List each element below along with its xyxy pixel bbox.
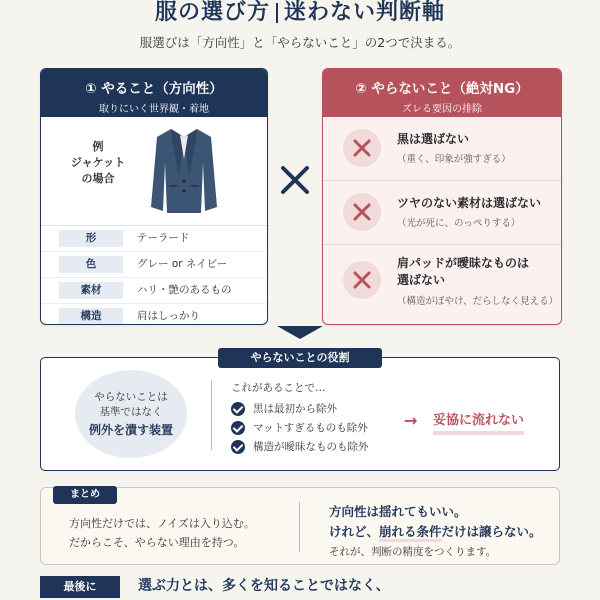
- title-left: 服の選び方: [154, 0, 270, 25]
- attribute-row: [41, 304, 267, 325]
- attribute-value: グレー or ネイビー: [137, 258, 228, 270]
- summary-right-2a: けれど、: [329, 524, 380, 539]
- attribute-row: [41, 278, 267, 304]
- attribute-row: [41, 226, 267, 252]
- do-card-title: ① やること（方向性）: [85, 81, 223, 97]
- do-card-header: [41, 69, 267, 117]
- ng-item-sub: （光が死に、のっぺりする）: [397, 218, 521, 229]
- summary-left-line-1: 方向性だけでは、ノイズは入り込む。: [69, 517, 255, 530]
- summary-right-line-3: それが、判断の精度をつくります。: [329, 546, 497, 558]
- attribute-key: 構造: [59, 308, 123, 325]
- summary-left-line-2: だからこそ、やらない理由を持つ。: [69, 536, 245, 549]
- check-text: 黒は最初から除外: [253, 403, 337, 415]
- role-tag: やらないことの役割: [218, 348, 382, 368]
- ng-item-main: 黒は選ばない: [397, 132, 470, 146]
- down-arrow-icon: [277, 326, 323, 339]
- cross-icon: [343, 193, 381, 231]
- ng-item-main: [397, 255, 529, 289]
- cross-icon: [343, 261, 381, 299]
- example-area: [41, 117, 267, 226]
- check-icon: [231, 421, 245, 435]
- final-text: 選ぶ力とは、多くを知ることではなく、: [138, 578, 390, 594]
- title-separator: [276, 3, 278, 23]
- check-item: [231, 420, 368, 436]
- title-right: 迷わない判断軸: [284, 0, 446, 25]
- summary-tag: まとめ: [53, 486, 117, 504]
- ng-item-main-line-1: 肩パッドが曖昧なものは: [397, 256, 530, 270]
- attribute-key: 素材: [59, 282, 123, 299]
- role-circle: [75, 370, 187, 458]
- summary-box: [40, 487, 560, 565]
- summary-left: [69, 514, 255, 552]
- attribute-value: ハリ・艶のあるもの: [137, 284, 232, 296]
- ng-item: [323, 245, 561, 321]
- check-item: [231, 439, 369, 455]
- example-label-line-3: の場合: [81, 172, 115, 185]
- summary-right-line-2: [329, 522, 542, 540]
- role-circle-line-3: 例外を潰す装置: [88, 423, 173, 437]
- role-lead: これがあることで…: [231, 382, 326, 394]
- example-label: [63, 139, 133, 187]
- example-label-line-2: ジャケット: [70, 156, 126, 169]
- jacket-icon: [149, 123, 219, 217]
- check-icon: [231, 402, 245, 416]
- final-tag: 最後に: [40, 576, 120, 598]
- example-label-line-1: 例: [92, 140, 104, 153]
- check-item: [231, 401, 337, 417]
- attribute-key: 形: [59, 230, 123, 247]
- page-subtitle: 服選びは「方向性」と「やらないこと」の2つで決まる。: [139, 35, 461, 50]
- right-arrow-icon: →: [404, 411, 418, 430]
- role-circle-line-2: 基準ではなく: [99, 406, 163, 418]
- ng-item-sub: （構造がぼやけ、だらしなく見える）: [397, 296, 559, 307]
- role-divider: [211, 380, 212, 450]
- ng-item-main: ツヤのない素材は選ばない: [397, 196, 542, 210]
- attribute-value: 肩はしっかり: [137, 310, 200, 322]
- ng-item: [323, 181, 561, 245]
- ng-card-header: [323, 69, 561, 117]
- do-card: [40, 68, 268, 325]
- summary-emphasis: 崩れる条件: [379, 524, 442, 542]
- do-card-subtitle: 取りにいく世界観・着地: [99, 104, 209, 115]
- attribute-key: 色: [59, 256, 123, 273]
- role-box: [40, 357, 560, 471]
- summary-right-2c: だけは譲らない。: [441, 524, 542, 539]
- ng-card-title: ② やらないこと（絶対NG）: [355, 81, 529, 97]
- summary-right-line-1: 方向性は揺れてもいい。: [329, 504, 467, 519]
- summary-divider: [299, 502, 300, 552]
- ng-item: [323, 117, 561, 181]
- attribute-row: [41, 252, 267, 278]
- ng-card-subtitle: ズレる要因の排除: [402, 104, 482, 115]
- attribute-value: テーラード: [137, 232, 190, 244]
- ng-item-main-line-2: 選ばない: [397, 273, 446, 287]
- page-title: [0, 0, 600, 26]
- check-text: 構造が曖昧なものも除外: [253, 441, 369, 453]
- role-result: 妥協に流れない: [433, 409, 524, 435]
- check-text: マットすぎるものも除外: [253, 422, 368, 434]
- cross-icon: [343, 129, 381, 167]
- check-icon: [231, 440, 245, 454]
- ng-item-sub: （重く、印象が強すぎる）: [397, 154, 511, 165]
- role-circle-line-1: やらないことは: [94, 391, 168, 403]
- ng-card: [322, 68, 562, 325]
- multiply-icon: [277, 162, 313, 198]
